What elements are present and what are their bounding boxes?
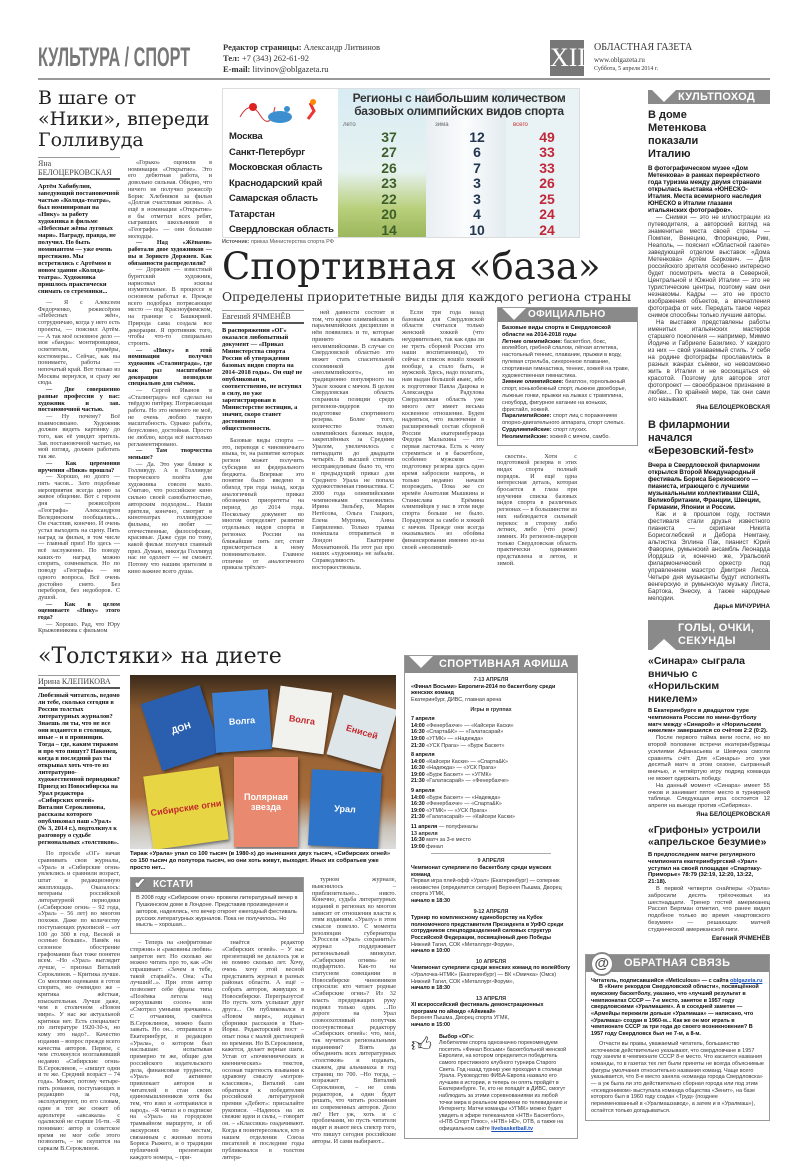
paper-site[interactable]: www.oblgazeta.ru: [594, 56, 645, 64]
tel-label: Тел:: [223, 53, 240, 63]
infographic-row: [229, 160, 579, 176]
game-row: [411, 743, 571, 750]
game-time: 19:00: [411, 735, 425, 742]
total-value: 26: [539, 175, 555, 192]
semifinal: [411, 824, 571, 831]
total-value: 49: [539, 128, 555, 145]
right-column: [591, 90, 770, 1121]
event-info: Нижний Тагил, СОК «Металлург-Форум»,: [411, 941, 515, 948]
game-row: [411, 759, 571, 766]
semi-day: 11 апреля: [411, 824, 438, 831]
rubric-label: КСТАТИ: [153, 879, 194, 891]
divider: [431, 853, 551, 854]
photo-caption: Тираж «Урала» упал со 100 тысяч (в 1980-х) до нынешних двух тысяч, «Сибирских огней» со 150 тысяч до полутора тысяч, но они хоть живут, выходят. Иных их собратьев уже просто нет...: [130, 851, 391, 872]
total-value: 33: [539, 144, 555, 161]
schedule-day: [411, 788, 571, 821]
final-match: [411, 844, 571, 851]
event-info: Первая игра плей-офф «Урал» (Екатеринбург) — соперник неизвестен (определится сегодня) Верхняя Пышма, Дворец спорта УГМК,: [411, 878, 562, 898]
magazine-cover: [212, 689, 272, 753]
tolstyaki-cols: [130, 940, 304, 1161]
signature: Яна БЕЛОЦЕРКОВСКАЯ: [696, 404, 770, 411]
game-time: 21:30: [411, 814, 425, 821]
magazine-cover: [143, 766, 229, 849]
tolstyaki-lower: [130, 877, 396, 1161]
game-row: [411, 729, 571, 736]
tolstyaki-lower-left: [130, 877, 304, 1161]
official-item: [502, 413, 633, 427]
event-title: «Финал Восьми» Евролиги-2014 по баскетболу среди женских команд: [411, 683, 556, 697]
official-item: [502, 427, 633, 434]
feedback-content: [586, 972, 769, 1120]
choice-title: Выбор «ОГ»:: [439, 1033, 474, 1040]
magazine-title: Сибирские огни: [149, 798, 223, 819]
signature: Яна БЕЛОЦЕРКОВСКАЯ: [696, 810, 770, 818]
item-label: Зимние олимпийские:: [502, 379, 564, 386]
question-text: — Две совершенно разные профессии у вас: художник и зав. постановочной частью.: [38, 386, 120, 414]
event-title: Турнир по комплексному единоборству на Кубок полномочного представителя Президента в УрФО среди сотрудников спецподразделений силовых структур Российской Федерации, посвящённый дню Победы: [411, 915, 564, 941]
editor-label: Редактор страницы:: [223, 42, 302, 52]
official-box: [497, 307, 638, 446]
page-header: [38, 38, 770, 80]
lead: Любезный читатель, ведомо ли тебе, сколько сегодня в России толстых литературных журналов? Знаешь ли ты, что не все они издаются в столицах, иные – и в провинции. Тогда – где, каким тиражом и про что пишут? Наконец, когда в последний раз ты открывал хоть что-то из литературно-художественной периодики? Приезд из Новосибирска на Урал редактора «Сибирских огней» Виталия Сероклинова, рассказы которого опубликовал наш «Урал» (№ 3, 2014 г.), подтолкнул к разговору о судьбе региональных «толстяков».: [38, 692, 120, 847]
region-name: Краснодарский край: [229, 177, 323, 189]
event-info: Верхняя Пышма, Дворец спорта УГМК,: [411, 1015, 510, 1022]
event-place: Екатеринбург, ДИВС, главная арена: [411, 696, 502, 703]
triangle-icon: [502, 308, 526, 320]
item-text: хоккей с мячом, самбо.: [549, 433, 611, 440]
magazine-title: Волга: [288, 713, 316, 727]
afisha-content: [405, 673, 577, 1137]
article-tolstyaki-title: «Толстяки» на диете: [38, 644, 282, 670]
time: 19:00: [411, 843, 425, 850]
paragraph: ней давности состоит в том, что кроме олимпийских и паралимпийских дисциплин в нём появились и те, которые принято называть неолимпийскими. В случае со Свердловской областью это может стать спасительной соломинкой для «неолимпийского», но традиционно популярного на Урале хоккея с мячом. В целом Свердловская область сохранила позиции среди регионов-лидеров по подготовке спортивного резерва. Более того, количество только олимпийских базовых видов, закреплённых за Средним Уралом, увеличилось с пятнадцати до двадцати четырёх. В высшей степени несправедливым было то, что в предыдущий приказ для Среднего Урала не попала художественная гимнастика. С 2000 года олимпийскими чемпионками становились Ирина Зильбер, Мария Нетёсова, Ольга Глацких, Елена Мурзина, Анна Гавриленко. Только травма помешала отправиться в Лондон Екатерине Мохнаткиной. На этот раз про наших «художниц» не забыли. Справедливость восторжествовала.: [312, 309, 394, 571]
question-text: — Над «Жёнами» работали двое художников — вы и Зорикто Доржиев. Как обязанности распределяли?: [128, 239, 212, 267]
game-time: 16:30: [411, 765, 425, 772]
rubric-official: [498, 308, 637, 322]
winter-value: 7: [473, 159, 481, 176]
semi-text: — полуфиналы: [438, 824, 478, 831]
signature: Дарья МИЧУРИНА: [713, 603, 770, 610]
lead: [648, 708, 770, 735]
region-name: Санкт-Петербург: [229, 146, 305, 158]
infographic-table: [229, 129, 579, 238]
article-columns: [38, 157, 212, 635]
event-start: начало в 18:30: [411, 985, 450, 992]
total-value: 24: [539, 221, 555, 238]
total-value: 33: [539, 159, 555, 176]
winter-value: 6: [473, 144, 481, 161]
kstati-text: В 2008 году «Сибирские огни» провели литературный вечер в Пушкинском доме в Лондоне. Представив произведения и авторов, надеялись, что вечер откроет ежегодный фестиваль русских литературных журналов. Пока не получилось. Но мысль – хорошая...: [136, 895, 298, 929]
match: финал: [426, 843, 443, 850]
article-title: В шаге от «Ники», впереди Голливуда: [38, 87, 210, 151]
rubric-label: ГОЛЫ, ОЧКИ, СЕКУНДЫ: [678, 622, 755, 647]
summer-value: 37: [381, 128, 397, 145]
game-teams: «Спарта&К» — «Галатасарай»: [426, 729, 504, 736]
article-baza-title: Спортивная «база»: [222, 245, 601, 288]
game-time: 14:00: [411, 758, 425, 765]
lead-text: В предпоследнем матче регулярного чемпионата екатеринбургский «Урал» уступил на своей площадке «Спартаку-Приморье» 78:79 (32:19, 12:20, 13:22, 21:18).: [648, 851, 762, 886]
summer-value: 27: [381, 144, 397, 161]
paragraph: — Хорошо, но долго — пять часов... Зато подобные мероприятия всегда ценю за живое общение. Вот с героем дня — режиссёром «Географа» Александром Велединским пообщались... Он счастлив, конечно. И очень устал выходить на сцену. Пять наград за фильм, в том числе — главный приз! Но здесь — всё заслуженно. По поводу каких-то наград можно спорить, сомневаться. Но по поводу «Географа» — ни одного вопроса. Всё очень достойно снято. Без переборов, без недоборов. С душой.: [38, 473, 120, 601]
region-name: Свердловская область: [229, 224, 334, 236]
game-teams: «Фенербахче» — «Кайсери Каски»: [426, 722, 514, 729]
col-summer-label: лето: [343, 122, 356, 128]
infographic: [222, 88, 580, 238]
game-row: [411, 801, 571, 808]
baza-col2: [312, 310, 394, 571]
game-time: 14:00: [411, 722, 425, 729]
paragraph: — Хорошо. Рад, что Юру Крыжовникова с фильмом: [38, 620, 120, 635]
item-text: биатлон, горнолыжный спорт, конькобежный спорт, лыжное двоеборье, лыжные гонки, прыжки на лыжах с трамплина, сноуборд, фигурное катание на коньках, фристайл, хоккей.: [502, 379, 627, 413]
infographic-row: [229, 207, 579, 223]
magazine-cover: [308, 769, 382, 849]
paper-info: [594, 42, 692, 72]
official-item: [502, 434, 633, 441]
editor-answer: Отчасти вы правы, уважаемый читатель, большинство источников действительно указывают, что свердловчане в 1957 году заняли в чемпионате СССР 8-е место. Что касается названия команды, то в газетах тех лет были приняты не всегда объяснимые фигуры умолчания относительно названия команд. Чаще всего указывается, что 8-е место заняла «команда города Свердловска» — а уж была ли это действительно сборная города или под этим «псевдонимом» выступала команда общества «Зенит», на базе которого был в 1960 году создан «Труд» (позднее переименованный в «Уралмашзавод», а затем и в «Уралмаш»), остаётся только догадываться.: [591, 1040, 764, 1114]
event-start: начало в 10:00: [411, 948, 450, 955]
lead-text: В фотографическом музее «Дом Метенкова» в рамках перекрёстного года туризма между двумя странами открылась выставка «ЮНЕСКО-Италия. Места всемирного наследия ЮНЕСКО в Италии глазами итальянских фотографов».: [648, 165, 762, 214]
page-number: XII: [550, 40, 584, 76]
magazine-cover: [327, 695, 396, 770]
day-label: 9 апреля: [411, 788, 435, 795]
feedback-box: [585, 954, 770, 1121]
game-teams: «Бурж Баскет» — «УГМК»: [426, 771, 492, 778]
paragraph: По просьбе «ОГ» начав сравнивать свои журналы, «Урал» и «Сибирские огни» увлеклись и сравнили возраст, штат и редакционную жилплощадь. Оказалось: ветераны российской литературной периодики («Сибирские огни» – 92 года, «Урал» – 56 лет) во многом похожи. Даже по количеству поступающих рукописей – «от 100 до 300 в год. Весной и осенью больше». Намёк на сезонное обострение графомании был тоже понятен всем. –Но «Урал» выглядит лучше, – признал Виталий Сероклинов. – Критика лучше. Со многими оценками я готов спорить, но очевидно же – критика жёсткая, взыскательная. Лучше даже, чем в столичном «Новом мире». У нас же актуальной критики нет. Есть специалист по литературе 1920-30-х, но кому это надо?.. Качество издания – вопрос прежде всего качества авторов. Первое, с чем столкнулся возглавивший недавно «Сибирские огни» В.Сероклинов, – «пишут одни и те же. Средний возраст – 74 года». Может, потому четыре-пять романов, поступающих в редакцию за год, эксплуатируют, по его словам, один и тот же сюжет об адюльтере «аксакала» с одалиской не старше 16-ти. –Я понимаю: автор в советское время не мог себе этого позволить, – не скупится на сарказм В.Сероклинов.: [38, 850, 120, 1153]
question-text: — Как в целом оцениваете «Нику» этого года?: [38, 600, 120, 622]
rubric-label: ОБРАТНАЯ СВЯЗЬ: [624, 956, 731, 969]
schedule-day: [411, 716, 571, 749]
summer-value: 20: [381, 206, 397, 223]
item-text: спорт глухих.: [553, 426, 588, 433]
paragraph: — Сергей Иванов в «Сталинграде» всё сделал на твёрдую пятёрку. Потрясающая работа. Но это немного не моё, не очень люблю такую масштабность. Однако работа, безусловно, достойная. Просто не люблю, когда всё настолько регламентировано.: [128, 386, 212, 448]
game-teams: «Галатасарай» — «Кайсери Каски»: [426, 814, 515, 821]
reader-question: В «Книге рекордов Свердловской области», посвящённой мужскому баскетболу, указано, что «лучший результат в чемпионатах СССР — 7-е место, занятое в 1957 году свердловскими «Уралмашем». А в соседней заметке — «Армейцы пережили дольше «Уралмаша» — написано, что «Уралмаш» создан в 1960-м... Как же он мог играть в чемпионате СССР за три года до своего возникновения? В 1957 году Свердловск был не 7-м, а 8-м.: [591, 984, 759, 1038]
total-value: 25: [539, 190, 555, 207]
game-teams: «Кайсери Каски» — «Спарта&К»: [426, 758, 509, 765]
game-time: 19:00: [411, 807, 425, 814]
event-date: 9-12 АПРЕЛЯ: [473, 908, 509, 915]
col-total-label: всего: [513, 122, 528, 128]
byline: Яна БЕЛОЦЕРКОВСКАЯ: [38, 157, 120, 180]
game-row: [411, 778, 571, 785]
winter-value: 3: [473, 175, 481, 192]
infographic-row: [229, 176, 579, 192]
game-time: 14:00: [411, 794, 425, 801]
rubric-goals: [648, 620, 770, 650]
paragraph: — Снимки — это не иллюстрации из путеводителя, а авторский взгляд на знаменитые места своей страны — Помпеи, Венецию, Флоренцию, Рим, Неаполь, — пояснил «Областной газете» заведующий отделом выставок «Дома Метенкова» Артём Беркович. — Для российского зрителя особенно интересно будет посмотреть места в Северной, Центральной и Южной Италии — это не туристические центры, поэтому нам они незнакомы. Кадры — это не просто изображения объектов, а впечатления фотографа от них. Передать такое через снимок способны только лучшие авторы.: [648, 214, 770, 319]
game-teams: «Фенербахче» — «Спарта&К»: [426, 801, 502, 808]
article-body: В первой четверти снайперы «Урала» забросили десять трёхочковых из шестнадцати. Тренер гостей американец Рассел Бергман отметил, что ранее видел подобное только во время «мартовского безумия» — решающих матчей студенческой американской лиги.: [648, 885, 770, 933]
triangle-icon: [652, 90, 676, 102]
question: [128, 448, 212, 461]
athletes-icon: [235, 97, 325, 127]
groups-heading: Игры в группах: [470, 706, 512, 713]
item-text: баскетбол, бокс, волейбол, гребной слалом, лёгкая атлетика, настольный теннис, плавание, прыжки в воду, пулевая стрельба, синхронное плавание, спортивная гимнастика, теннис, хоккей на траве, художественная гимнастика.: [502, 338, 630, 379]
source-label: Источник:: [222, 239, 250, 245]
article-baza-subtitle: Определены приоритетные виды для каждого региона страны: [222, 290, 632, 304]
summer-value: 23: [381, 175, 397, 192]
event-item: [411, 858, 571, 904]
game-teams: «УСК Прага» — «Бурж Баскет»: [426, 742, 505, 749]
winter-value: 10: [469, 221, 485, 238]
question: [38, 602, 120, 622]
item-label: Паралимпийские:: [502, 413, 552, 420]
final-day: 13 апреля: [411, 830, 438, 837]
magazine-title: ДОН: [169, 720, 193, 736]
paragraph: Если три года назад базовым для Свердловской области считался только женский хоккей (что неудивительно, так как едва ли не треть сборной России это наши воспитанницы), то сейчас в список вошёл хоккей вообще, а стало быть, и мужской. Здесь, надо полагать, нам выдан большой аванс, ибо к подготовке Павла Дацюка и Александра Радулова Свердловская область уже много лет имеет весьма косвенное отношение. Будем надеяться, что включение в расширенный состав сборной России екатеринбуржца Федора Малыхина — это первая ласточка. Есть к чему стремиться и в баскетболе, особенно мужском — подготовку резерва здесь одно время забросили напрочь, и только недавно начали возрождать. Пока же со времён Анатолия Мышкина и Станислава Ерёмина олимпийцев у нас в этом виде спорта больше не было. Порадуемся за самбо и хоккей с мячом. Прежде они всегда оказывались из обоймы финансирования именно из-за своей «неолимпий-: [402, 309, 484, 551]
official-list: [502, 339, 633, 441]
event-item: [411, 959, 571, 992]
magazine-title: Енисей: [344, 722, 379, 742]
question-text: — «Нику» в этой номинации получил художник «Сталинграда», где как раз масштабные декорации возводили специально для съёмок.: [128, 346, 212, 388]
article-title: «Синара» сыграла вничью с «Норильским никелем»: [648, 655, 746, 705]
magazine-cover: [234, 757, 298, 847]
baza-area: [222, 88, 640, 572]
game-time: 19:00: [411, 771, 425, 778]
photo-magazines: [130, 675, 396, 849]
paragraph: турном журнале, выяснилось – приблизительно... никто. Конечно, судьба литературных изданий в регионах во многом зависит от отношения власти к этим изданиям. «Уралу» в этом смысле повезло. С момента резолюции губернатора Э.Росселя «Урал» сохранить!» журнал поддерживает региональный минкульт. «Сибирским огням» не подфартило. Как-то на статусном совещании в Новосибирске чиновников спросили: кто читает родные «Сибирские огни»? Из 32 власть предержащих руку поднял только один. ...По дороге на Урал словоохотливый попутчик посочувствовал редактору «Сибирских огней»: что, мол, так мучиться региональными изданиями? Взять да объединить всех литературных «толстяков» и издавать, скажем, два альманаха в год страниц по 700. –Но тогда, – возражает Виталий Сероклинов, – не семь редакторов, а один будет решать, что читать россиянам из современных авторов. Дело ли? Нет уж, хоть и с проблемами, но пусть читатели видят и знают весь спектр того, что пишут сегодня российские авторы. И сами выбирают...: [312, 876, 396, 1145]
article-nika-col2: [128, 160, 212, 576]
paragraph: На выставке представлены работы именитых итальянских мастеров старшего поколения — например, Миммо Йодиче и Габриеле Базилико. У каждого из них — свой узнаваемый стиль. У себя на родине фотографы прославились в разных жанрах съёмки, но невозможно жить в Италии и не восхищаться её красотой. Поэтому для авторов этот фотопроект — своеобразное признание в любви... По крайней мере, так они сами его называют.: [648, 319, 770, 403]
editor-name: Александр Литвинов: [303, 42, 381, 52]
summer-value: 14: [381, 221, 397, 238]
official-title: Базовые виды спорта в Свердловской области на 2014-2018 годы: [502, 325, 611, 338]
magazine-cover: [272, 686, 332, 755]
event-info: «Уралочка-НТМК» (Екатеринбург) — ВК «Омичка» (Омск) Нижний Тагил, СОК «Металлург-Форум»,: [411, 971, 557, 985]
paragraph: — Ну почему? Всё взаимосвязано. Художник должен видеть картинку до того, как её увидит зритель. Зав. постановочной частью, на мой взгляд, должен работать так же.: [38, 412, 120, 461]
summer-value: 22: [381, 190, 397, 207]
event-date: 9 АПРЕЛЯ: [477, 858, 505, 865]
afisha-box: [404, 655, 578, 1138]
event-title: Чемпионат суперлиги по баскетболу среди мужских команд: [411, 865, 552, 878]
article-body: Как и в прошлом году, гостями фестиваля стали друзья известного пианиста — скрипачи Никита Борисоглебский и Дебора Немтану, альтистка Эллина Пак, пианист Юрий Фаворин, румынский ансамбль Леонарда Йордэшэ и, конечно же, Уральский филармонический оркестр под управлением маэстро Дмитрия Лисса. Четыре дня музыканты будут исполнять венгерскую и румынскую музыку Листа, Бартока, Энеску, а также народные мелодии.: [648, 511, 770, 602]
game-row: [411, 814, 571, 821]
section-title: КУЛЬТУРА / СПОРТ: [38, 42, 191, 72]
question-text: — Как церемония вручения «Ники» прошла?: [38, 459, 120, 474]
question: [128, 240, 212, 267]
byline: Евгений ЯЧМЕНЁВ: [222, 310, 304, 324]
winter-value: 12: [469, 128, 485, 145]
baza-col1: [222, 310, 304, 572]
game-teams: «УГМК» — «УСК Прага»: [426, 807, 488, 814]
game-row: [411, 795, 571, 802]
at-icon: @: [590, 952, 614, 976]
article-title: «Грифоны» устроили «апрельское безумие»: [648, 823, 767, 849]
event-item: [411, 909, 571, 955]
event-item: [411, 996, 571, 1029]
article-body: [38, 300, 120, 635]
baza-col4: [497, 454, 577, 568]
game-teams: «Галатасарай» — «Фенербахче»: [426, 778, 509, 785]
official-item: [502, 379, 633, 413]
lead: [648, 165, 770, 214]
event-title: XI всероссийский фестиваль демонстрационных программ по айкидо «Айкикай»: [411, 1002, 544, 1015]
email-label: E-mail:: [223, 64, 251, 74]
rubric-kultpohod: [648, 90, 770, 104]
game-row: [411, 736, 571, 743]
email-link[interactable]: litvinov@oblgazeta.ru: [252, 64, 329, 74]
lead-text: В Екатеринбурге в двадцатом туре чемпионата России по мини-футболу матч между «Синарой» и «Норильским никелем» завершился со счётом 2:2 (0:2).: [648, 708, 768, 735]
game-time: 21:30: [411, 742, 425, 749]
choice-block: [411, 1034, 571, 1133]
kstati-box: [130, 877, 304, 934]
event-date: 10 АПРЕЛЯ: [475, 958, 507, 965]
lead: В распоряжении «ОГ» оказался любопытный документ — «Приказ Министерства спорта России об утверждении базовых видов спорта на 2014–2018 годы». Он ещё не опубликован и, соответственно, не вступил в силу, но уже зарегистрирован в Министерстве юстиции, а значит, скоро станет достоянием общественности.: [222, 327, 303, 432]
paper-name: ОБЛАСТНАЯ ГАЗЕТА: [594, 42, 693, 53]
paragraph: – Теперь на «нефритовые стержни» и «раковины любви» запретов нет. Но сколько же можно читать про то, как «Он спрашивает: «Зачем я тебе, такой старый?». Она: «Ты лучший!..». При этом автор позволяет себе фразы типа «Позёмка летела над верхушками сосен» или «Смотрел умными зрачками». С отчаяния, смеётся В.Сероклинов, можно было завыть. Но он... отправился в Екатеринбург, в редакцию «Урала», о котором был наслышан: испытывая примерно те же, общие для российского издательского дела, финансовые трудности, «Урал» всё активнее привлекает авторов и читателей в стан своих единомышленников хотя бы тем, что взял и «отправился в народ». –Я читал и о подписке на «Урал» на городском трамвайном маршруте, и об экскурсиях по местам, связанным с жизнью поэта Бориса Рыжего, и о традиции публичной презентации каждого номера, – при-: [130, 939, 212, 1161]
paragraph: После первого тайма вели гости, но во второй половине встречи екатеринбуржцы усилиями Афанасьева и Шевчука смогли сравнять счёт. Для «Синары» это уже десятый матч в этом сезоне, сыгранный вничью, и четвёртую игру подряд команда не может одержать победу.: [648, 735, 770, 782]
tolstyaki-middle: [130, 675, 396, 1161]
article-body: [648, 214, 770, 403]
rubric-label: КУЛЬТПОХОД: [678, 91, 755, 103]
paragraph: знаётся редактор «Сибирских огней». – У нас презентаций не делалось уж и не помню сколько лет. Хочу, очень хочу этой весной представить журнал в разных районах области. А ещё – собрать авторов, живущих в Новосибирске. Перегрызутся! Но пусть хоть услышат друг друга... Он публиковался в «Новом мире», издавал сборники рассказов в Нью-Йорке. Редакторский пост – опыт пока с малой дистанцией во времени. Но В.Сероклинов, кажется, делает верные шаги. Устав от «почвеннических и квеннических» текстов, осознав тщетность взывания к здравому смыслу «мэтров-классиков», Виталий сам обратился к победителям российской литературной премии «Дебют»: присылайте рукописи. –Надеюсь на их свежие идеи и силы, – говорит он. – «Классики» озадачивают. Когда я поинтересовался, кто в нашем отделении Союза писателей в последние годы публиковался в толстом литера-: [222, 939, 304, 1161]
signature: Евгений ЯЧМЕНЁВ: [711, 934, 770, 942]
paragraph: скости». Хотя с подготовкой резерва в этих видах спорта полный порядок. И ещё одна интересная деталь, которая бросается в глаза при изучении списка базовых видов спорта в различных регионах — в большинстве из них наблюдается сильный перекос в сторону либо летних, либо (что реже) зимних. Из регионов-лидеров только Свердловская область практически одинаково представлена и летом, и зимой.: [497, 452, 577, 567]
issue-date: Суббота, 5 апреля 2014 г.: [594, 66, 659, 72]
rubric-label: СПОРТИВНАЯ АФИША: [439, 658, 569, 671]
lead: [648, 462, 770, 511]
triangle-icon: [652, 639, 676, 650]
article-body: [648, 735, 770, 810]
total-value: 24: [539, 206, 555, 223]
question-text: — Там творчества меньше?: [128, 447, 212, 461]
lead: Артём Хабибулин, заведующий постановочной частью «Коляда-театра», был номинирован на «Нику» за работу художника в фильме «Небесные жёны луговых мари». Награду, правда, не получил. Но быть номинантом — уже очень престижно. Мы встретились с Артёмом в новом здании «Коляда-театра». Художника пришлось практически снимать со стремянки...: [38, 183, 120, 295]
tolstyaki-col4: [312, 877, 396, 1145]
time: 16:30: [411, 837, 425, 844]
choice-text: [439, 1040, 571, 1132]
infographic-row: [229, 145, 579, 161]
event-title: Чемпионат суперлиги среди женских команд по волейболу: [411, 965, 571, 972]
baza-col4-area: [497, 307, 638, 568]
article-title: В доме Метенкова показали Италию: [648, 109, 707, 160]
tel: +7 (343) 262-61-92: [241, 53, 309, 63]
baza-columns: [222, 310, 640, 572]
source-text: приказ Министерства спорта РФ: [250, 239, 334, 245]
infographic-title: Регионы с наибольшим количеством базовых олимпийских видов спорта: [352, 91, 566, 118]
events-list: [411, 858, 571, 1028]
rubric-kstati: [131, 875, 303, 892]
byline: Ирина КЛЕПИКОВА: [38, 675, 120, 689]
magazine-title: Полярная звезда: [244, 792, 288, 813]
paragraph: На данный момент «Синара» имеет 55 очков и занимает пятое место в турнирной таблице. Следующая игра состоится 12 апреля на выезде против «Сибиряка».: [648, 782, 770, 810]
tolstyaki-col3: [222, 940, 304, 1161]
triangle-icon: [409, 656, 433, 668]
item-label: Летние олимпийские:: [502, 338, 563, 345]
rubric-afisha: [405, 656, 577, 673]
schedule: [411, 716, 571, 821]
region-name: Татарстан: [229, 208, 275, 220]
article-nika-col1: [38, 157, 120, 635]
tolstyaki-col2: [130, 940, 212, 1161]
winter-value: 4: [473, 206, 481, 223]
schedule-day: [411, 752, 571, 785]
article-body: [222, 438, 304, 572]
magazine-cover: [141, 685, 222, 771]
bottom-row: [38, 658, 640, 1161]
question: [38, 387, 120, 414]
rubric-feedback: [586, 955, 769, 972]
livebasketball-link[interactable]: livebasketball.tv: [491, 1125, 533, 1132]
question: [128, 348, 212, 388]
game-time: 16:30: [411, 729, 425, 736]
event-date: 13 АПРЕЛЯ: [475, 995, 507, 1002]
game-row: [411, 765, 571, 772]
baza-col3: [402, 310, 484, 551]
question: [38, 461, 120, 474]
magazine-title: Урал: [334, 803, 356, 815]
paragraph: Базовые виды спорта — это, переводя с чиновничьего языка, те, на развитие которых регион может получить субсидии из федерального бюджета. Впервые это понятие было введено в обиход три года назад, когда аналогичный приказ обозначил приоритеты на период до 2014 года. Поскольку документ во многом определяет развитие отдельных видов спорта в регионах России на ближайшие пять лет, стоит присмотреться к нему повнимательнее. Главное отличие от аналогичного приказа трёхлет-: [222, 437, 304, 572]
event-start: начало в 15:00: [411, 1022, 450, 1029]
lead: [648, 852, 770, 886]
infographic-row: [229, 222, 579, 238]
official-item: [502, 339, 633, 380]
magazine-title: Волга: [228, 715, 256, 728]
col-winter-label: зима: [435, 122, 449, 128]
item-label: Сурдлимпийские:: [502, 426, 552, 433]
lead-text: Вчера в Свердловской филармонии открылся Второй Международный фестиваль Бориса Березовского — пианиста, играющего с лучшими музыкальными коллективами США, Великобритании, Франции, Швеции, Германии, Японии и России.: [648, 462, 761, 511]
rubric-label: ОФИЦИАЛЬНО: [528, 309, 606, 320]
tolstyaki-col1: [38, 675, 120, 1153]
editor-info: [223, 42, 380, 75]
oblgazeta-link[interactable]: oblgazeta.ru: [730, 977, 763, 984]
match: матч за 3-е место: [426, 837, 471, 844]
article-title: В филармонии начался «Березовский-fest»: [648, 419, 754, 457]
game-teams: «Надежда» — «УСК Прага»: [426, 765, 497, 772]
game-time: 21:30: [411, 778, 425, 785]
event-date: 7-13 АПРЕЛЯ: [473, 677, 509, 684]
top-row: [38, 88, 640, 635]
feedback-lead: Читатель, подписавшийся «Meticulous» — с сайта: [591, 977, 729, 984]
item-label: Неолимпийские:: [502, 433, 549, 440]
choice-body: Любителям спорта однозначно порекомендуем посетить «Финал Восьми» баскетбольной женской Евролиги, на котором определится победитель самого престижного клубного турнира Старого Света. Год назад турнир уже проходил в столице Урала. Руководство ФИБА-Европа назвало его лучшим в истории, и теперь он опять пройдёт в Екатеринбурге. Те, кто не попадёт в ДИВС, смогут наблюдать за этими соревнованиями из любой точки мира в реальном времени по телевидению и Интернету. Матчи команды «УГМК» можно будет увидеть в эфире телеканалов «НТВ» Баскетбол», «НТВ Спорт Плюс», «НТВ» HD», ОТВ, а также на официальном сайте: [439, 1040, 568, 1132]
day-label: 7 апреля: [411, 716, 435, 723]
event-start: начало в 18:30: [411, 897, 450, 904]
game-time: 16:30: [411, 801, 425, 808]
region-name: Московская область: [229, 162, 323, 174]
day-label: 8 апреля: [411, 752, 435, 759]
checkmark-icon: ✔: [134, 875, 147, 892]
region-name: Самарская область: [229, 193, 318, 205]
thumbs-up-icon: 👍︎: [411, 1033, 432, 1056]
paragraph: — Да. Это уже ближе к Голливуду. А в Голливуде творческого полёта для художника совсем мало. Считаю, что российское кино сильно своей самобытностью, авторским подходом... Наши зрители, конечно, смотрят в кинотеатрах голливудские фильмы, но любят — отечественные, философские, красивые. Даже судя по тому, какой фильм получил главный приз. Думаю, никогда Голливуд нас не одолеет — не сможет. Потому что нашим зрителям в кино важнее всего душа.: [128, 460, 212, 575]
infographic-row: [229, 129, 579, 145]
region-name: Москва: [229, 131, 263, 143]
paragraph: — Я с Алексеем Федорченко, режиссёром «Небесных жён», сотрудничаю, когда у него есть проекты, — пояснил Артём. — А так моё основное дело — моя «банда»: монтировщики, осветители, гримёры, костюмеры... Сейчас, как вы понимаете, работы — непочатый край. Вот только из Москвы вернулся, и сразу же сюда.: [38, 299, 120, 387]
game-teams: «Бурж Баскет» — «Надежда»: [426, 794, 501, 801]
article-nika: [38, 88, 212, 635]
infographic-row: [229, 191, 579, 207]
paragraph: «Горько» оценили в номинации «Открытие». Это его дебютная работа, и довольно сильная. Обидно, что ничего не получил режиссёр Борис Хлебников за фильм «Долгая счастливая жизнь». А ещё в номинации «Открытие» я бы отметил всех ребят, сыгравших школьников в «Географе» — они большие молодцы.: [128, 159, 212, 240]
summer-value: 26: [381, 159, 397, 176]
main-area: [38, 88, 640, 1161]
official-content: [498, 322, 637, 445]
winter-value: 3: [473, 190, 481, 207]
item-text: спорт лиц с поражением опорно-двигательного аппарата, спорт слепых.: [502, 413, 625, 427]
final-match: [411, 837, 571, 844]
game-teams: «УГМК» — «Надежда»: [426, 735, 484, 742]
paragraph: — Доржиев — известный бурятский художник, нарисовал эскизы изумительные. В процессе в основном работал я. Прежде всего подобрал потрясающее место — под Красноуфимском, на границе с Башкирией. Природа сама создала все декорации. Я противник того, чтобы что-то специально строить.: [128, 266, 212, 347]
